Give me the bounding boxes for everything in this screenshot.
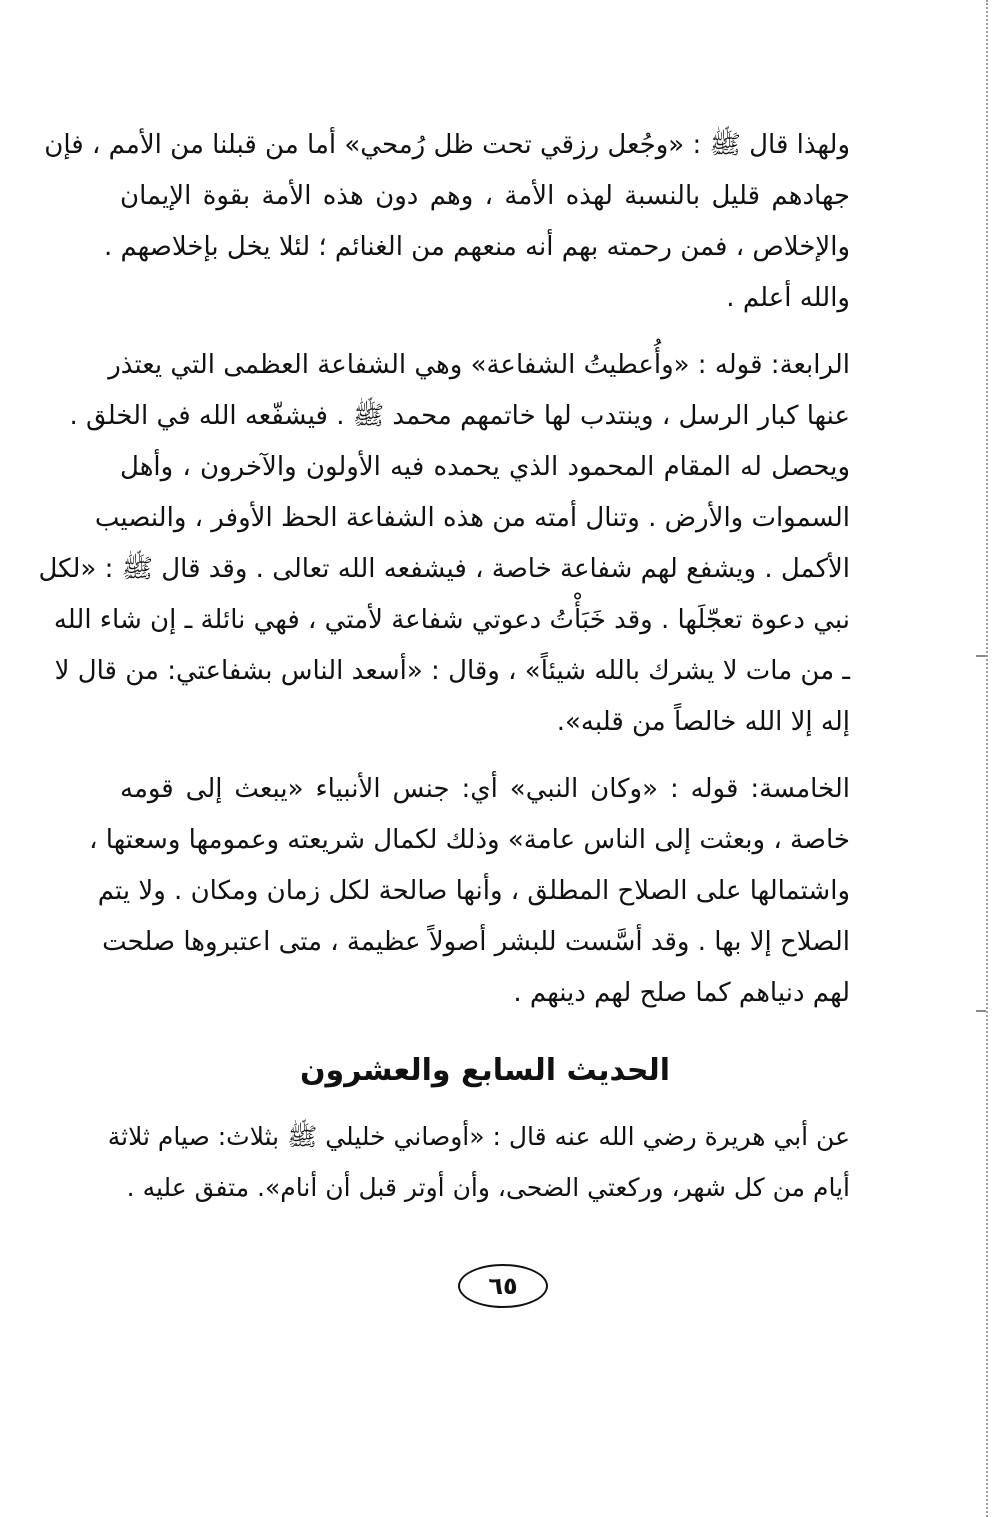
text-line: ـ من مات لا يشرك بالله شيئاً» ، وقال : «أسعد الناس بشفاعتي: من قال لا xyxy=(54,656,850,686)
text-line: السموات والأرض . وتنال أمته من هذه الشفاعة الحظ الأوفر ، والنصيب xyxy=(94,503,850,533)
page-number: ٦٥ xyxy=(458,1264,548,1308)
text-line: والله أعلم . xyxy=(726,283,850,313)
text-line: ولهذا قال ﷺ : «وجُعل رزقي تحت ظل رُمحي» أما من قبلنا من الأمم ، فإن xyxy=(44,130,850,160)
hadith-text xyxy=(107,1111,850,1213)
section-heading: الحديث السابع والعشرون xyxy=(299,1053,671,1088)
text-line: خاصة ، وبعثت إلى الناس عامة» وذلك لكمال شريعته وعمومها وسعتها ، xyxy=(89,825,850,855)
paragraph-3 xyxy=(89,764,850,1019)
page-footer xyxy=(0,1264,1006,1308)
text-line: واشتمالها على الصلاح المطلق ، وأنها صالحة لكل زمان ومكان . ولا يتم xyxy=(97,876,850,906)
paragraph-2 xyxy=(38,340,850,748)
page-body xyxy=(38,120,850,1229)
text-line: الرابعة: قوله : «وأُعطيتُ الشفاعة» وهي الشفاعة العظمى التي يعتذر xyxy=(108,350,850,380)
text-line: ويحصل له المقام المحمود الذي يحمده فيه الأولون والآخرون ، وأهل xyxy=(120,452,850,482)
text-line: الصلاح إلا بها . وقد أسَّست للبشر أصولاً عظيمة ، متى اعتبروها صلحت xyxy=(102,927,850,957)
text-line: لهم دنياهم كما صلح لهم دينهم . xyxy=(513,978,850,1008)
text-line: الأكمل . ويشفع لهم شفاعة خاصة ، فيشفعه الله تعالى . وقد قال ﷺ : «لكل xyxy=(38,554,850,584)
text-line: والإخلاص ، فمن رحمته بهم أنه منعهم من الغنائم ؛ لئلا يخل بإخلاصهم . xyxy=(103,232,850,262)
text-line: عن أبي هريرة رضي الله عنه قال : «أوصاني خليلي ﷺ بثلاث: صيام ثلاثة xyxy=(107,1122,850,1151)
text-line: إله إلا الله خالصاً من قلبه». xyxy=(556,707,850,737)
text-line: أيام من كل شهر، وركعتي الضحى، وأن أوتر قبل أن أنام». متفق عليه . xyxy=(126,1173,850,1202)
page-edge-tick xyxy=(976,1010,986,1012)
paragraph-1 xyxy=(44,120,850,324)
text-line: جهادهم قليل بالنسبة لهذه الأمة ، وهم دون هذه الأمة بقوة الإيمان xyxy=(120,181,850,211)
page-edge-tick xyxy=(976,655,986,657)
text-line: نبي دعوة تعجّلَها . وقد خَبَأْتُ دعوتي شفاعة لأمتي ، فهي نائلة ـ إن شاء الله xyxy=(53,605,850,635)
text-line: الخامسة: قوله : «وكان النبي» أي: جنس الأنبياء «يبعث إلى قومه xyxy=(120,774,850,804)
text-line: عنها كبار الرسل ، وينتدب لها خاتمهم محمد ﷺ . فيشفّعه الله في الخلق . xyxy=(69,401,850,431)
